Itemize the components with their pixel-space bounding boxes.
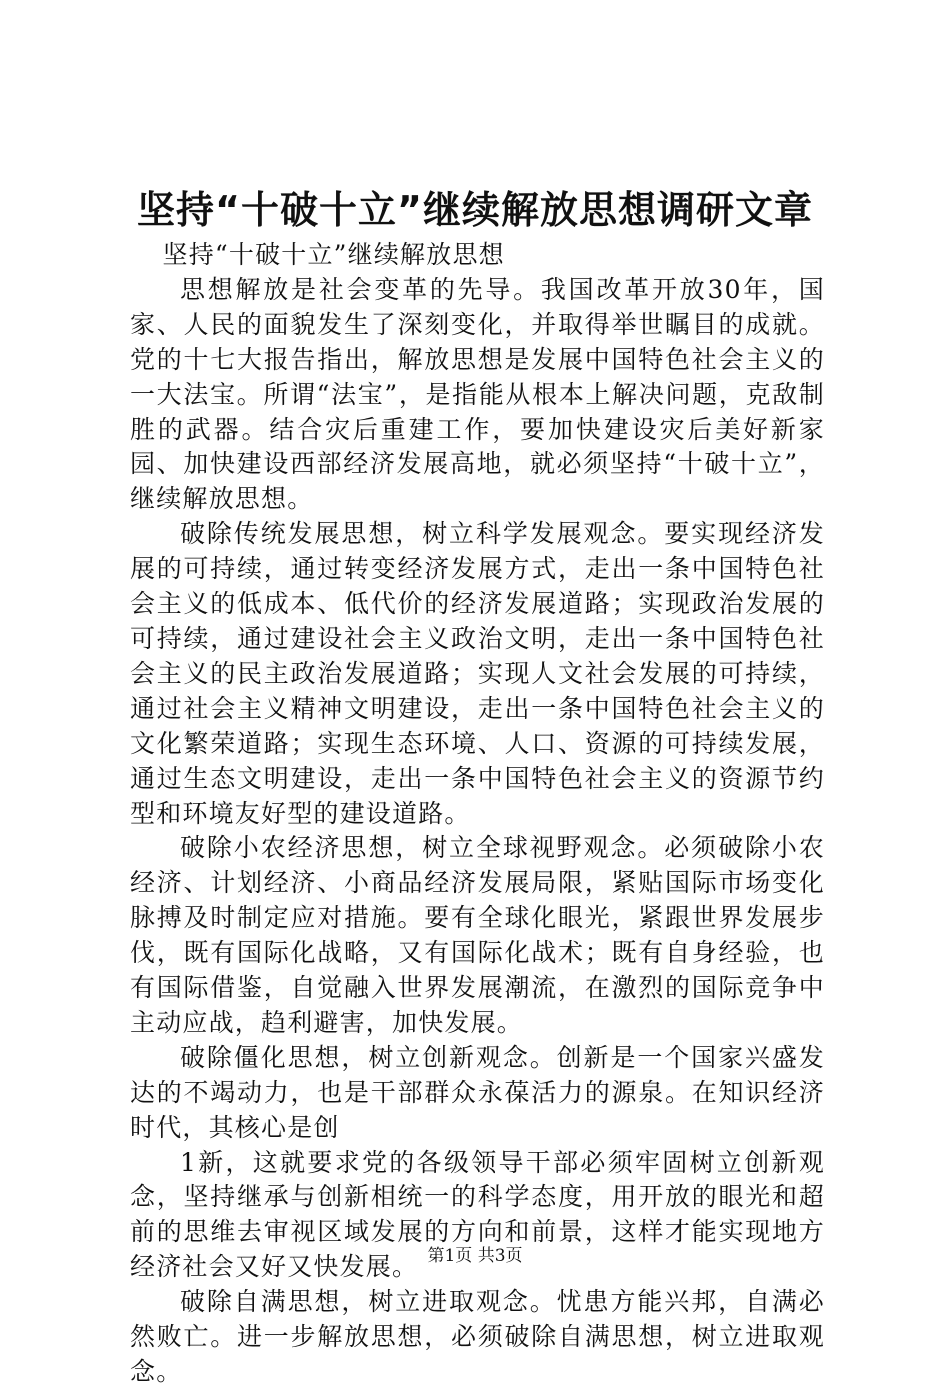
paragraph: 破除自满思想，树立进取观念。忧患方能兴邦，自满必然败亡。进一步解放思想，必须破除自满思想，树立进取观念。 (130, 1287, 825, 1386)
paragraph: 破除小农经济思想，树立全球视野观念。必须破除小农经济、计划经济、小商品经济发展局限，紧贴国际市场变化脉搏及时制定应对措施。要有全球化眼光，紧跟世界发展步伐，既有国际化战略，又有国际化战术；既有自身经验，也有国际借鉴，自觉融入世界发展潮流，在激烈的国际竞争中主动应战，趋利避害，加快发展。 (130, 833, 825, 1037)
document-body (130, 238, 825, 1390)
page-footer: 第1页 共3页 (427, 1246, 523, 1266)
paragraph: 破除僵化思想，树立创新观念。创新是一个国家兴盛发达的不竭动力，也是干部群众永葆活力的源泉。在知识经济时代，其核心是创 (130, 1042, 825, 1142)
paragraph: 思想解放是社会变革的先导。我国改革开放30年，国家、人民的面貌发生了深刻变化，并取得举世瞩目的成就。党的十七大报告指出，解放思想是发展中国特色社会主义的一大法宝。所谓“法宝”，是指能从根本上解决问题，克敌制胜的武器。结合灾后重建工作，要加快建设灾后美好新家园、加快建设西部经济发展高地，就必须坚持“十破十立”，继续解放思想。 (130, 274, 825, 514)
document-subtitle: 坚持“十破十立”继续解放思想 (162, 240, 505, 269)
paragraph: 破除传统发展思想，树立科学发展观念。要实现经济发展的可持续，通过转变经济发展方式，走出一条中国特色社会主义的低成本、低代价的经济发展道路；实现政治发展的可持续，通过建设社会主义政治文明，走出一条中国特色社会主义的民主政治发展道路；实现人文社会发展的可持续，通过社会主义精神文明建设，走出一条中国特色社会主义的文化繁荣道路；实现生态环境、人口、资源的可持续发展，通过生态文明建设，走出一条中国特色社会主义的资源节约型和环境友好型的建设道路。 (130, 519, 825, 828)
paragraph: 1新，这就要求党的各级领导干部必须牢固树立创新观念，坚持继承与创新相统一的科学态度，用开放的眼光和超前的思维去审视区域发展的方向和前景，这样才能实现地方经济社会又好又快发展。 (130, 1147, 825, 1282)
document-title: 坚持“十破十立”继续解放思想调研文章 (137, 188, 813, 232)
